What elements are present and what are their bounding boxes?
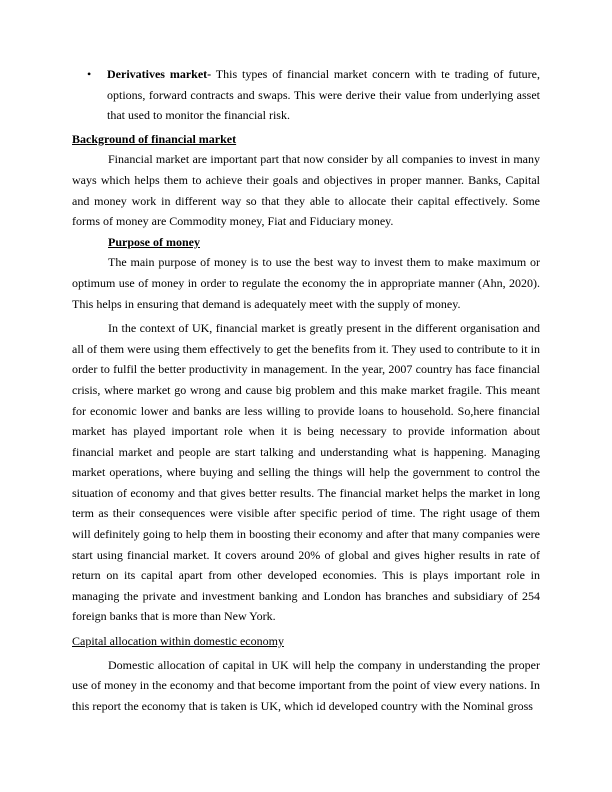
paragraph-capital-allocation: Domestic allocation of capital in UK will help the company in understanding the proper use of money in the economy and that become important from the point of view every nations. In this report the economy that is taken is UK, which id developed country with the Nominal gross bbox=[72, 657, 540, 713]
paragraph-purpose-1: The main purpose of money is to use the best way to invest them to make maximum or optimum use of money in order to regulate the economy the in appropriate manner (Ahn, 2020). This helps in ensuring that demand is adequately meet with the supply of money. bbox=[72, 255, 540, 311]
paragraph-purpose-2: In the context of UK, financial market is greatly present in the different organisation and all of them were using them effectively to get the benefits from it. They used to contribute to it in order to fulfil the better productivity in management. In the year, 2007 country has face financial crisis, where market go wrong and cause big problem and this make market fragile. This meant for economic lower and banks are less willing to provide loans to household. So,here financial market has played important role when it is being necessary to provide information about financial market and people are start talking and understanding what is happening. Managing market operations, where buying and selling the things will help the government to control the situation of economy and that gives better results. The financial market helps the market in long term as their consequences were visible after specific period of time. The right usage of them will definitely going to help them in boosting their economy and after that many companies were start using financial market. It covers around 20% of global and gives higher results in rate of return on its capital apart from other developed economies. This is plays important role in managing the private and investment banking and London has branches and subsidiary of 254 foreign banks that is more than New York. bbox=[72, 321, 540, 624]
section-heading-capital-allocation: Capital allocation within domestic economy bbox=[72, 634, 284, 649]
bullet-term: Derivatives market- bbox=[107, 67, 212, 81]
bullet-icon: • bbox=[87, 67, 92, 81]
bullet-item-derivatives bbox=[72, 64, 540, 126]
bullet-text: This types of financial market concern with te trading of future, options, forward contracts and swaps. This were derive their value from underlying asset that used to monitor the financial risk. bbox=[107, 67, 540, 123]
paragraph-background: Financial market are important part that now consider by all companies to invest in many ways which helps them to achieve their goals and objectives in proper manner. Banks, Capital and money work in different way so that they able to allocate their capital effectively. Some forms of money are Commodity money, Fiat and Fiduciary money. bbox=[72, 152, 540, 229]
section-heading-background: Background of financial market bbox=[72, 131, 237, 146]
document-page bbox=[72, 64, 540, 716]
section-heading-purpose-of-money: Purpose of money bbox=[108, 234, 200, 249]
